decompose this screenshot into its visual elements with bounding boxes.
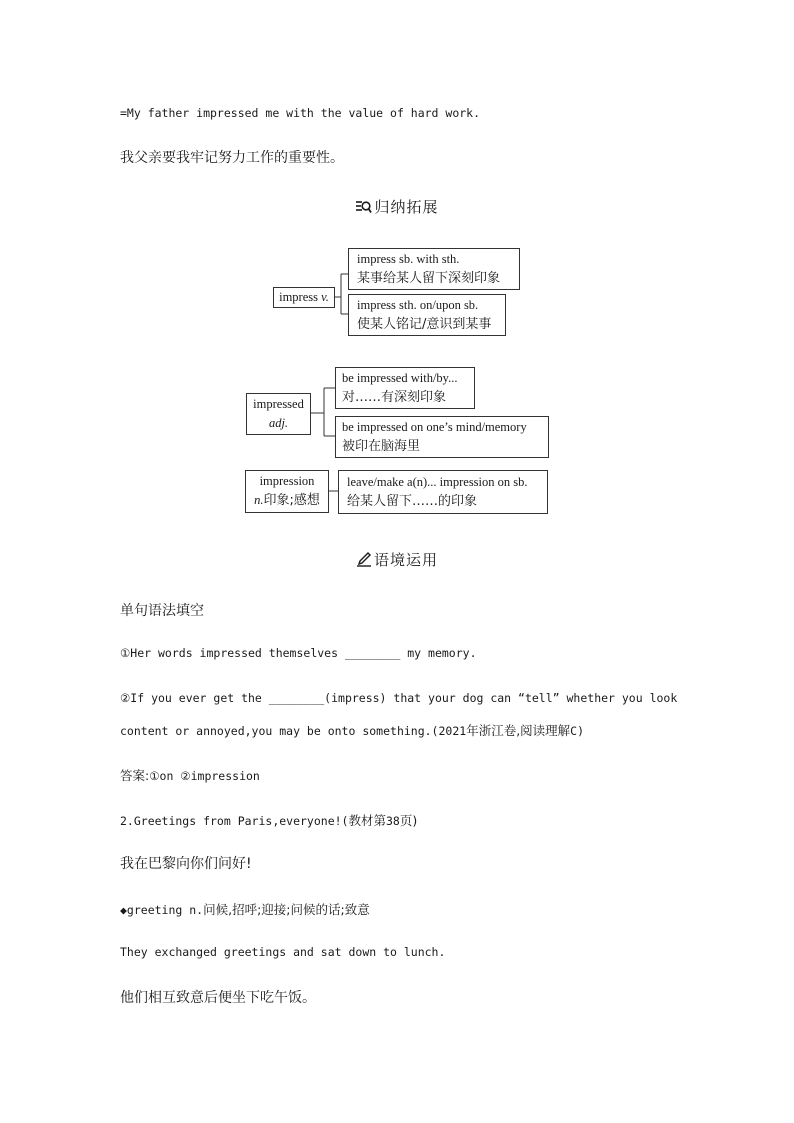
- exercise-item-2-source-zh: 年浙江卷,阅读理解: [466, 723, 571, 738]
- impression-branch-1-en: leave/make a(n)... impression on sb.: [347, 475, 528, 489]
- impressed-branch-2-en: be impressed on one’s mind/memory: [342, 420, 527, 434]
- impression-root-word: impression: [259, 474, 315, 488]
- exercise-item-2-source-end: C): [570, 724, 585, 738]
- diagram-impressed-root: [246, 393, 311, 435]
- vocab-entry-definition: 问候,招呼;迎接;问候的话;致意: [203, 902, 370, 917]
- example-sentence-en: =My father impressed me with the value of hard work.: [120, 106, 481, 120]
- summary-heading-text: 归纳拓展: [374, 198, 439, 216]
- impress-branch-2-en: impress sth. on/upon sb.: [357, 298, 479, 312]
- exercise-title: 单句语法填空: [120, 603, 204, 619]
- impressed-branch-1-zh: 对……有深刻印象: [342, 390, 447, 405]
- impress-root-pos: v.: [321, 290, 329, 304]
- vocab-entry-greeting: [120, 900, 370, 918]
- diagram-impressed-branch-1: [335, 367, 475, 409]
- section-2-translation: 我在巴黎向你们问好!: [120, 856, 252, 872]
- impressed-root-pos: adj.: [268, 416, 289, 430]
- pencil-icon: [356, 551, 372, 569]
- exercise-item-1: ①Her words impressed themselves ________ my memory.: [120, 646, 477, 660]
- answer-text: ①on ②impression: [149, 769, 260, 783]
- answer-line: [120, 766, 260, 784]
- exercise-item-2-line-2: [120, 721, 584, 739]
- section-2-source-page: 38: [386, 814, 400, 828]
- impress-root-word: impress: [279, 290, 318, 304]
- section-heading-usage: [0, 549, 794, 570]
- impress-branch-2-zh: 使某人铭记/意识到某事: [357, 317, 492, 332]
- diagram-impress-branch-1: [348, 248, 520, 290]
- impression-root-pos: n.: [254, 493, 264, 507]
- impress-branch-1-zh: 某事给某人留下深刻印象: [357, 271, 501, 286]
- exercise-item-2-line-1: ②If you ever get the ________(impress) that your dog can “tell” whether you look: [120, 691, 678, 705]
- diagram-impression-branch-1: [338, 470, 548, 514]
- section-2-source-zh-end: 页): [399, 813, 418, 828]
- impressed-branch-2-zh: 被印在脑海里: [342, 439, 421, 454]
- impressed-root-word: impressed: [253, 397, 304, 411]
- answer-label: 答案:: [120, 768, 150, 783]
- section-2-sentence-en: 2.Greetings from Paris,everyone!(: [120, 814, 349, 828]
- diagram-impress-branch-2: [348, 294, 506, 336]
- vocab-example-en: They exchanged greetings and sat down to lunch.: [120, 945, 446, 959]
- diagram-impressed-branch-2: [335, 416, 549, 458]
- example-sentence-zh: 我父亲要我牢记努力工作的重要性。: [120, 150, 344, 166]
- impression-branch-1-zh: 给某人留下……的印象: [347, 494, 478, 509]
- exercise-item-2-source-en: content or annoyed,you may be onto something.(2021: [120, 724, 467, 738]
- impressed-branch-1-en: be impressed with/by...: [342, 371, 458, 385]
- vocab-example-zh: 他们相互致意后便坐下吃午饭。: [120, 990, 316, 1006]
- impression-root-zh: 印象;感想: [263, 493, 320, 508]
- usage-heading-text: 语境运用: [373, 551, 438, 569]
- vocab-entry-word: ◆greeting n.: [120, 903, 204, 917]
- impress-branch-1-en: impress sb. with sth.: [357, 252, 460, 266]
- section-2-sentence: [120, 811, 417, 829]
- diagram-impress-root: [273, 287, 335, 308]
- section-2-source-zh: 教材第: [348, 813, 386, 828]
- diagram-impression-root: [245, 470, 329, 513]
